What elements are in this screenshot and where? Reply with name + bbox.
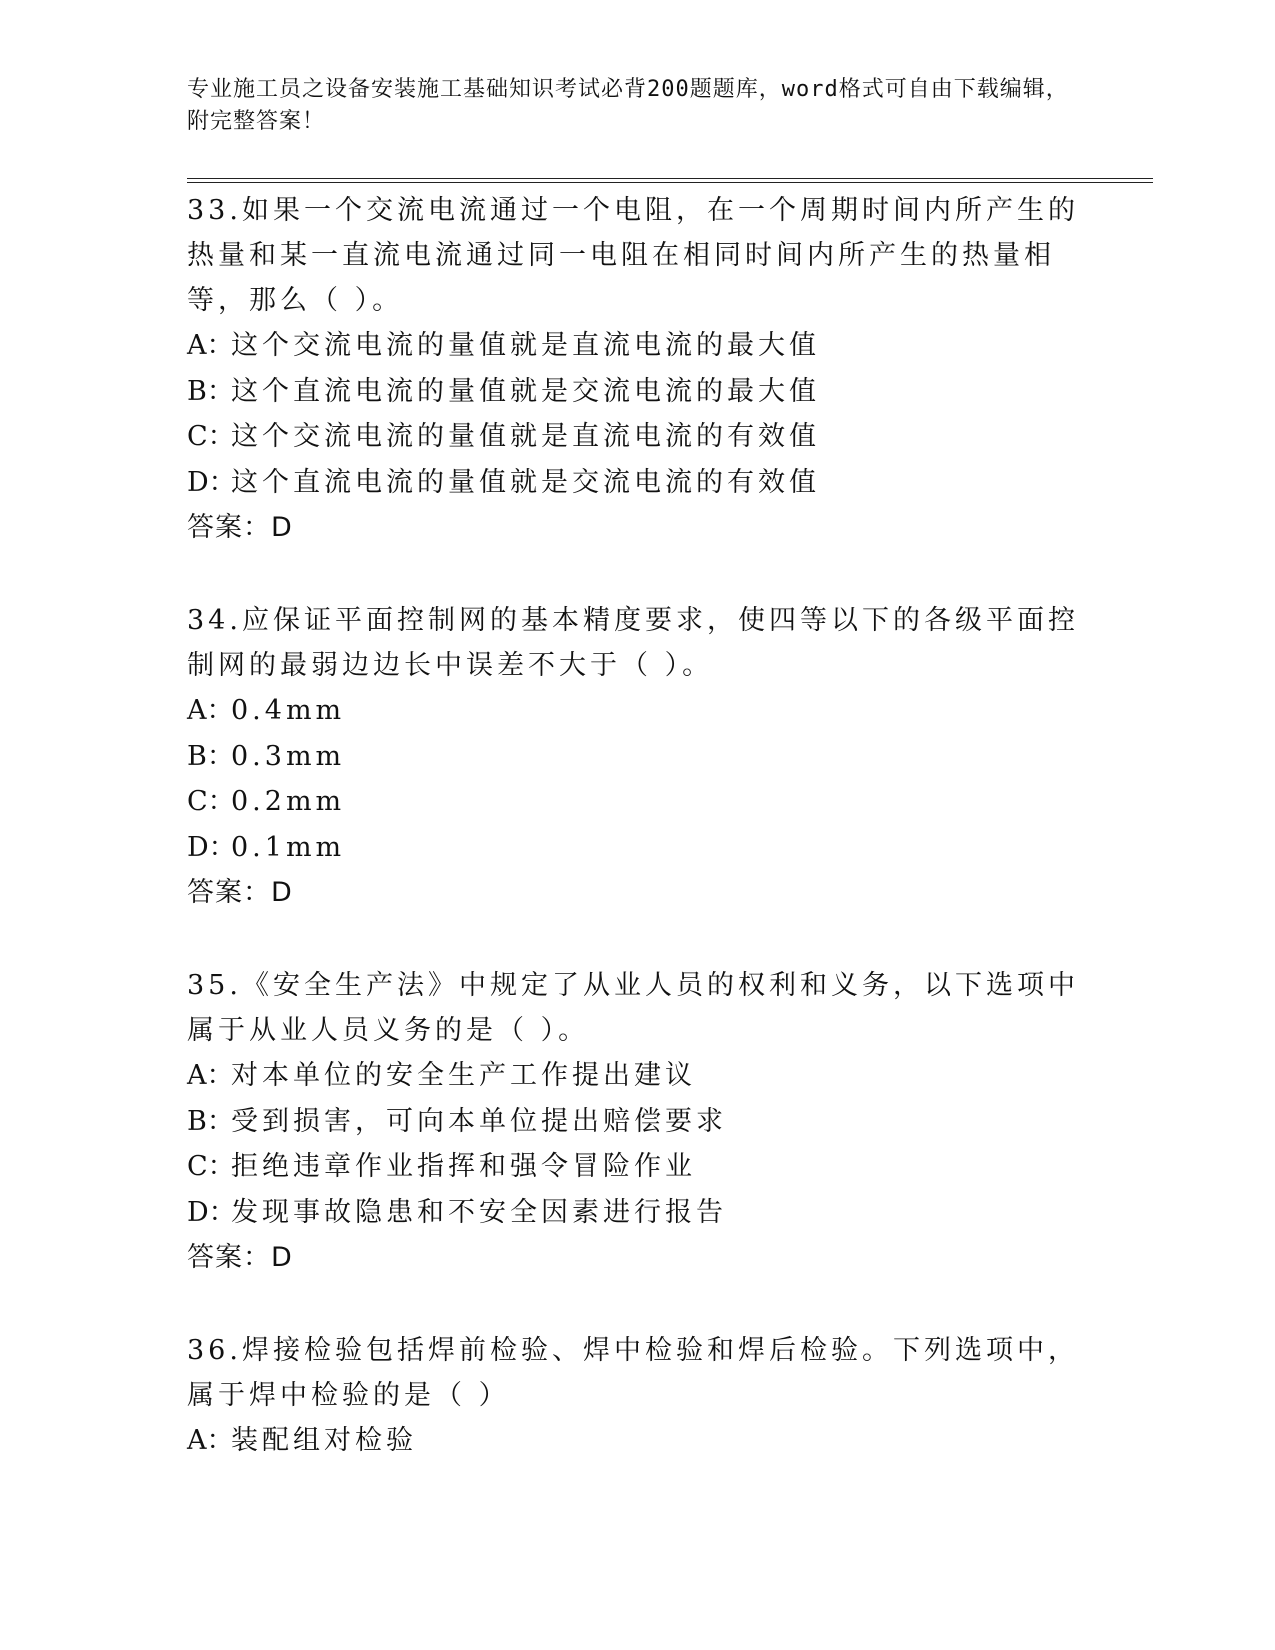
question-34 bbox=[187, 598, 1087, 915]
option-c bbox=[187, 779, 1087, 825]
option-text: 0.4mm bbox=[231, 695, 346, 726]
option-a bbox=[187, 1418, 1087, 1464]
option-letter: A： bbox=[187, 1060, 234, 1091]
option-text: 这个交流电流的量值就是直流电流的有效值 bbox=[231, 421, 820, 452]
answer: 答案：D bbox=[187, 1242, 293, 1273]
document-header: 专业施工员之设备安装施工基础知识考试必背200题题库，word格式可自由下载编辑，附完整答案！ bbox=[187, 77, 1069, 134]
option-a bbox=[187, 323, 1087, 369]
option-letter: C： bbox=[187, 421, 235, 452]
option-text: 0.2mm bbox=[231, 786, 346, 817]
answer: 答案：D bbox=[187, 512, 293, 543]
option-b bbox=[187, 734, 1087, 780]
option-d bbox=[187, 1190, 1087, 1236]
answer: 答案：D bbox=[187, 877, 293, 908]
option-text: 受到损害，可向本单位提出赔偿要求 bbox=[231, 1105, 727, 1137]
question-text: 33.如果一个交流电流通过一个电阻，在一个周期时间内所产生的热量和某一直流电流通过同一电阻在相同时间内所产生的热量相等，那么（ ）。 bbox=[187, 195, 1079, 316]
header-divider-top bbox=[187, 178, 1153, 179]
option-d bbox=[187, 825, 1087, 871]
option-d bbox=[187, 460, 1087, 506]
option-letter: B： bbox=[187, 740, 234, 772]
option-text: 这个交流电流的量值就是直流电流的最大值 bbox=[231, 330, 820, 361]
option-text: 这个直流电流的量值就是交流电流的有效值 bbox=[231, 466, 820, 498]
question-33 bbox=[187, 188, 1087, 550]
question-36 bbox=[187, 1328, 1087, 1464]
option-letter: A： bbox=[187, 330, 234, 361]
option-text: 0.1mm bbox=[231, 831, 346, 863]
option-letter: D： bbox=[187, 1196, 236, 1228]
option-b bbox=[187, 369, 1087, 415]
header-divider-bottom bbox=[187, 182, 1153, 183]
option-a bbox=[187, 1053, 1087, 1099]
option-letter: A： bbox=[187, 695, 234, 726]
option-letter: A： bbox=[187, 1425, 234, 1456]
option-letter: B： bbox=[187, 1105, 234, 1137]
option-c bbox=[187, 414, 1087, 460]
option-text: 对本单位的安全生产工作提出建议 bbox=[231, 1060, 696, 1091]
option-letter: B： bbox=[187, 375, 234, 407]
question-35 bbox=[187, 963, 1087, 1280]
option-letter: C： bbox=[187, 1151, 235, 1182]
option-text: 发现事故隐患和不安全因素进行报告 bbox=[231, 1196, 727, 1228]
option-text: 装配组对检验 bbox=[231, 1425, 417, 1456]
option-c bbox=[187, 1144, 1087, 1190]
question-text: 34.应保证平面控制网的基本精度要求，使四等以下的各级平面控制网的最弱边边长中误差不大于（ ）。 bbox=[187, 605, 1079, 681]
option-a bbox=[187, 688, 1087, 734]
option-letter: D： bbox=[187, 466, 236, 498]
option-letter: D： bbox=[187, 831, 236, 863]
question-text: 35.《安全生产法》中规定了从业人员的权利和义务，以下选项中属于从业人员义务的是（ ）。 bbox=[187, 970, 1079, 1046]
question-text: 36.焊接检验包括焊前检验、焊中检验和焊后检验。下列选项中，属于焊中检验的是（ ） bbox=[187, 1335, 1079, 1411]
option-b bbox=[187, 1099, 1087, 1145]
option-text: 0.3mm bbox=[231, 740, 346, 772]
option-text: 这个直流电流的量值就是交流电流的最大值 bbox=[231, 375, 820, 407]
option-letter: C： bbox=[187, 786, 235, 817]
option-text: 拒绝违章作业指挥和强令冒险作业 bbox=[231, 1151, 696, 1182]
